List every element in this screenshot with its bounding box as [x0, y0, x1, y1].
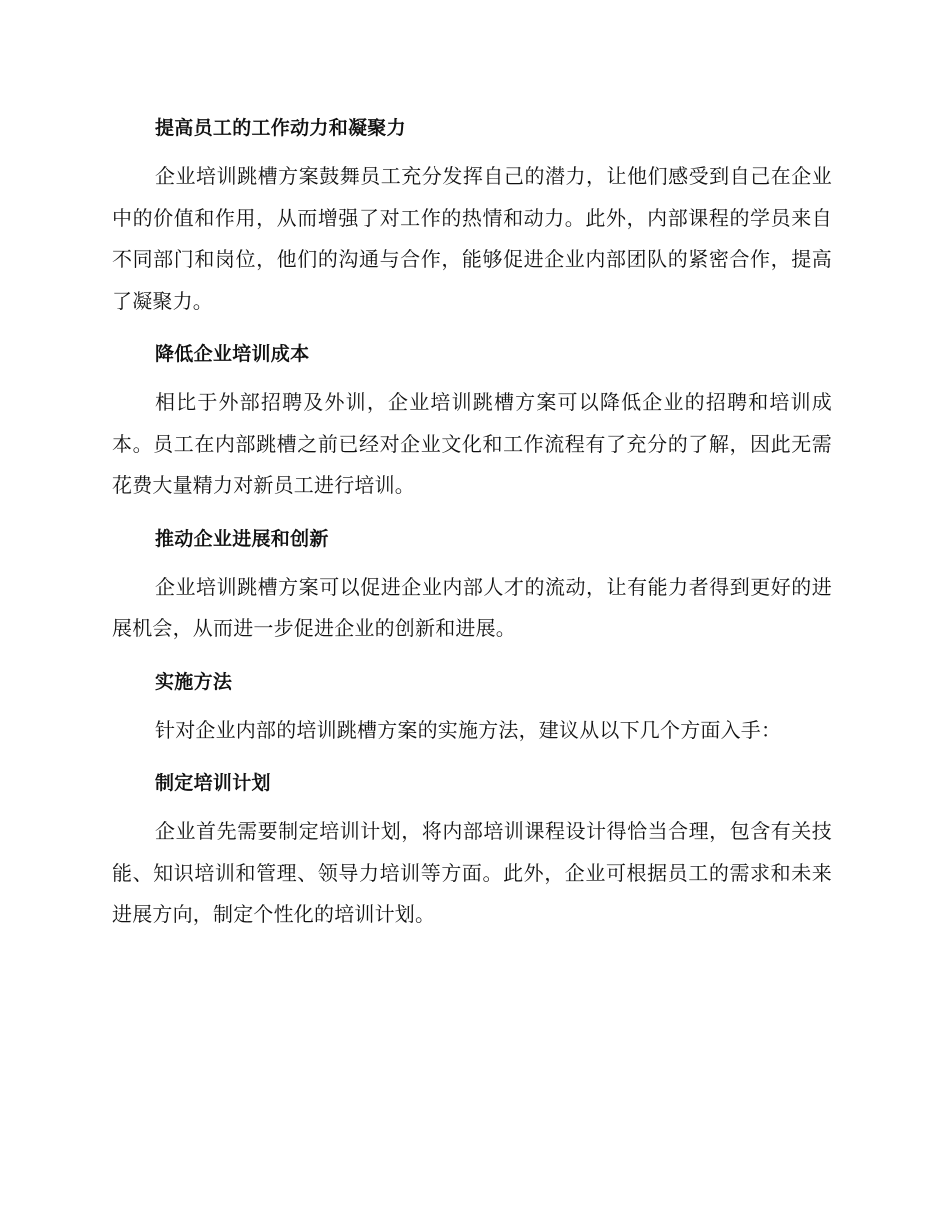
section-heading-cost: 降低企业培训成本: [155, 343, 310, 365]
section-paragraph-implementation: 针对企业内部的培训跳槽方案的实施方法，建议从以下几个方面入手：: [155, 717, 782, 742]
section-paragraph-training-plan: 企业首先需要制定培训计划，将内部培训课程设计得恰当合理，包含有关技能、知识培训和管理、领导力培训等方面。此外，企业可根据员工的需求和未来进展方向，制定个性化的培训计划。: [112, 819, 832, 926]
section-paragraph-motivation: 企业培训跳槽方案鼓舞员工充分发挥自己的潜力，让他们感受到自己在企业中的价值和作用，从而增强了对工作的热情和动力。此外，内部课程的学员来自不同部门和岗位，他们的沟通与合作，能够促进企业内部团队的紧密合作，提高了凝聚力。: [112, 164, 832, 313]
section-paragraph-innovation: 企业培训跳槽方案可以促进企业内部人才的流动，让有能力者得到更好的进展机会，从而进一步促进企业的创新和进展。: [112, 574, 832, 640]
document-body: [112, 108, 832, 948]
section-heading-training-plan: 制定培训计划: [155, 772, 271, 794]
section-heading-innovation: 推动企业进展和创新: [155, 527, 329, 550]
section-heading-implementation: 实施方法: [155, 670, 233, 693]
section-paragraph-cost: 相比于外部招聘及外训，企业培训跳槽方案可以降低企业的招聘和培训成本。员工在内部跳槽之前已经对企业文化和工作流程有了充分的了解，因此无需花费大量精力对新员工进行培训。: [112, 390, 832, 497]
section-heading-motivation: 提高员工的工作动力和凝聚力: [155, 117, 406, 139]
